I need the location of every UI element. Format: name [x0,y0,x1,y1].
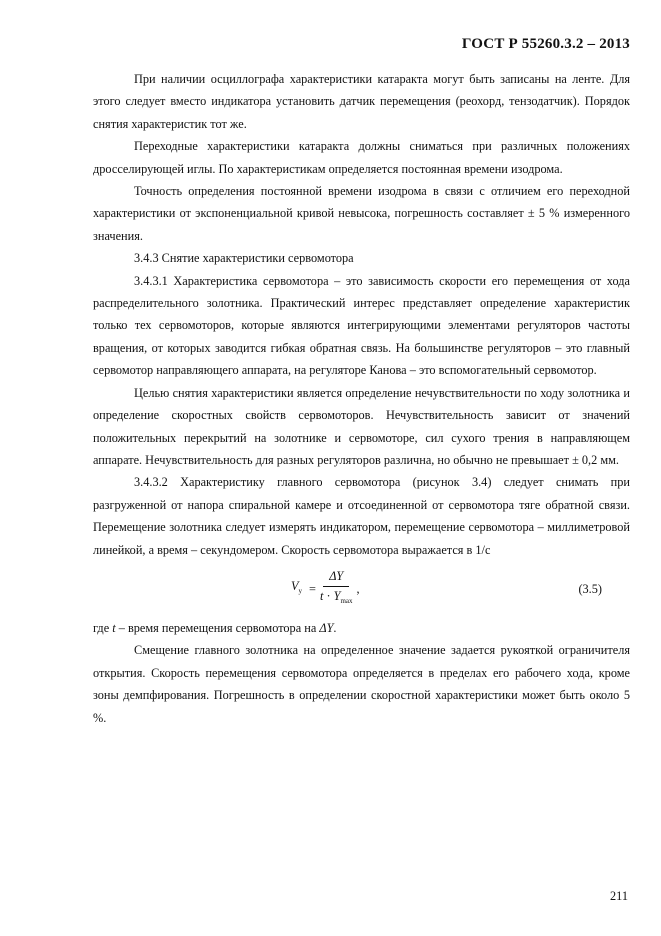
paragraph-main-servomotor: 3.4.3.2 Характеристику главного сервомотора (рисунок 3.4) следует снимать при разгруженной от напора спиральной камере и отсоединенной от сервомотора тяге обратной связи. Перемещение золотника следует измерять индикатором, перемещение сервомотора – миллиметровой линейкой, а время – секундомером. Скорость сервомотора выражается в 1/с [93,475,630,557]
paragraph-servomotor-definition: 3.4.3.1 Характеристика сервомотора – это зависимость скорости его перемещения от хода распределительного золотника. Практический интерес представляет определение характеристик только тех сервомоторов, которые являются интегрирующими элементами регуляторов частоты вращения, от которых заводится гибкая обратная связь. На большинстве регуляторов – это главный сервомотор направляющего аппарата, на регуляторе Канова – это вспомогательный сервомотор. [93,273,630,378]
where-line: где t – время перемещения сервомотора на ΔY. [93,620,337,635]
section-heading: 3.4.3 Снятие характеристики сервомотора [134,251,354,266]
formula-denominator: $t \cdot Y_{max}$ [319,588,353,605]
page-number: 211 [610,889,628,903]
formula-fraction [320,569,353,609]
formula-expression [291,569,360,609]
paragraph-purpose: Целью снятия характеристики является определение нечувствительности по ходу золотника и определение скоростных свойств сервомоторов. Нечувствительность зависит от значений положительных перекрытий на золотнике и сервомоторе, сил сухого трения в направляющем аппарате. Нечувствительность для разных регуляторов различна, но обычно не превышает ± 0,2 мм. [93,385,630,467]
formula-3-5 [93,565,630,615]
paragraph-oscillograph: При наличии осциллографа характеристики катаракта могут быть записаны на ленте. Для этого следует вместо индикатора установить датчик перемещения (реохорд, тензодатчик). Порядок снятия характеристик тот же. [93,72,630,131]
formula-comma: , [356,581,360,596]
formula-lhs: $V_у$ [291,579,303,596]
formula-equals: = [309,581,316,596]
body-text [93,68,630,729]
formula-numerator: ΔY [323,569,349,587]
standard-header: ГОСТ Р 55260.3.2 – 2013 [461,36,630,52]
paragraph-spool-displacement: Смещение главного золотника на определенное значение задается рукояткой ограничителя открытия. Скорость перемещения сервомотора определяется в пределах его рабочего хода, кроме зоны демпфирования. Погрешность в определении скоростной характеристики может быть около 5 %. [93,643,630,725]
formula-number: (3.5) [578,581,602,596]
paragraph-transient-characteristics: Переходные характеристики катаракта должны сниматься при различных положениях дросселирующей иглы. По характеристикам определяется постоянная времени изодрома. [93,139,630,176]
paragraph-accuracy: Точность определения постоянной времени изодрома в связи с отличием его переходной характеристики от экспоненциальной кривой невысока, погрешность составляет ± 5 % измеренного значения. [93,184,630,243]
